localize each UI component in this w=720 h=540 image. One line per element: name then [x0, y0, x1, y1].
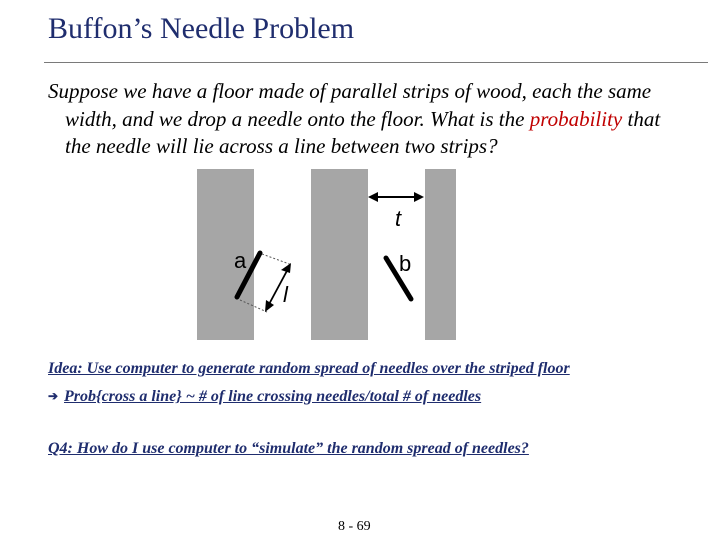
question-text-start: Suppose we have a floor made of parallel strips of wood, each the same width, and we drop a needle onto the floor. What is the	[48, 79, 652, 131]
q4-text: Q4: How do I use computer to “simulate” the random spread of needles?	[48, 440, 529, 457]
probability-highlight: probability	[529, 106, 623, 131]
wood-strip-3	[425, 169, 456, 340]
buffon-needle-figure	[197, 169, 456, 340]
arrow-icon: ➔	[48, 389, 59, 403]
wood-strip-2	[311, 169, 368, 340]
label-b: b	[399, 251, 412, 276]
page-number: 8 - 69	[338, 519, 371, 534]
label-l: l	[283, 282, 288, 307]
question-text	[48, 78, 675, 161]
idea-text: Idea: Use computer to generate random spread of needles over the striped floor	[48, 360, 570, 377]
question-text-end: that the needle will lie across a line between two strips?	[65, 106, 661, 158]
label-a: a	[234, 248, 247, 273]
title-divider	[44, 62, 708, 63]
slide-title: Buffon’s Needle Problem	[48, 12, 355, 45]
label-t: t	[395, 206, 402, 231]
bullet-row	[48, 388, 481, 406]
probability-formula: Prob{cross a line} ~ # of line crossing needles/total # of needles	[64, 388, 482, 405]
